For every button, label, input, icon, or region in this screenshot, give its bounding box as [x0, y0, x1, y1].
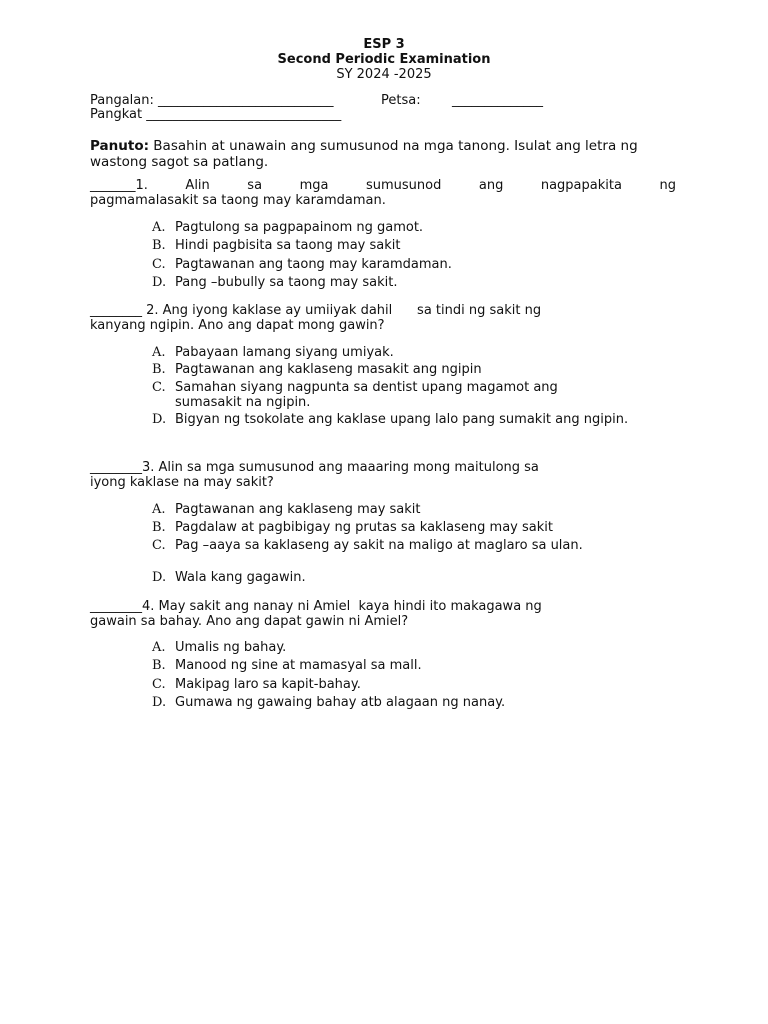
choice-text: Pagdalaw at pagbibigay ng prutas sa kaklaseng may sakit — [175, 520, 553, 535]
choice-letter: A. — [152, 640, 166, 655]
choice-letter: B. — [152, 362, 166, 377]
question-4-choices — [152, 640, 682, 713]
choice-letter: B. — [152, 658, 166, 673]
answer-blank: _______ — [90, 178, 136, 193]
name-field-row — [90, 93, 334, 108]
choice-b — [152, 658, 682, 677]
choice-letter: D. — [152, 412, 167, 427]
question-3-choices — [152, 502, 682, 588]
choice-text: Pabayaan lamang siyang umiyak. — [175, 345, 394, 360]
choice-text: Pang –bubully sa taong may sakit. — [175, 275, 398, 290]
question-number: 1. — [135, 178, 148, 193]
instructions-text: Basahin at unawain ang sumusunod na mga tanong. Isulat ang letra ng wastong sagot sa patlang. — [90, 138, 638, 170]
group-blank: ______________________________ — [146, 107, 342, 122]
school-year: SY 2024 -2025 — [336, 67, 432, 82]
choice-letter: C. — [152, 538, 166, 553]
choice-text: Wala kang gagawin. — [175, 570, 306, 585]
question-4-line-2: gawain sa bahay. Ano ang dapat gawin ni Amiel? — [90, 614, 409, 629]
question-word: nagpapakita — [540, 178, 622, 193]
choice-d — [152, 412, 682, 444]
name-blank: ___________________________ — [158, 93, 334, 108]
question-3-line-2: iyong kaklase na may sakit? — [90, 475, 274, 490]
name-label: Pangalan: — [90, 93, 154, 108]
exam-header — [0, 37, 768, 82]
choice-a — [152, 220, 682, 238]
choice-a — [152, 502, 682, 520]
choice-text: Pagtawanan ang taong may karamdaman. — [175, 257, 452, 272]
choice-b — [152, 362, 682, 380]
question-2-line-2: kanyang ngipin. Ano ang dapat mong gawin? — [90, 318, 385, 333]
question-1 — [90, 178, 676, 208]
question-1-line-1 — [90, 178, 676, 193]
choice-letter: D. — [152, 570, 167, 585]
choice-letter: D. — [152, 275, 167, 290]
choice-c — [152, 538, 632, 570]
instructions-label: Panuto: — [90, 138, 149, 154]
choice-text: Bigyan ng tsokolate ang kaklase upang lalo pang sumakit ang ngipin. — [175, 412, 629, 427]
choice-text: Umalis ng bahay. — [175, 640, 287, 655]
group-field-row — [90, 107, 341, 122]
exam-title: Second Periodic Examination — [277, 52, 491, 67]
choice-d — [152, 570, 682, 588]
choice-letter: A. — [152, 345, 166, 360]
question-word: ng — [659, 178, 676, 193]
choice-letter: A. — [152, 220, 166, 235]
choice-letter: B. — [152, 520, 166, 535]
choice-letter: A. — [152, 502, 166, 517]
question-word: ang — [478, 178, 504, 193]
choice-letter: C. — [152, 380, 166, 395]
choice-d — [152, 695, 682, 713]
question-2-choices — [152, 345, 682, 444]
instructions — [90, 138, 680, 170]
choice-c — [152, 677, 682, 695]
choice-text: Pagtawanan ang kaklaseng may sakit — [175, 502, 421, 517]
question-word: sa — [247, 178, 263, 193]
choice-a — [152, 345, 682, 362]
choice-d — [152, 275, 682, 293]
question-word: mga — [299, 178, 329, 193]
subject-title: ESP 3 — [363, 37, 405, 52]
choice-text: Pag –aaya sa kaklaseng ay sakit na maligo at maglaro sa ulan. — [175, 538, 583, 553]
group-label: Pangkat — [90, 107, 143, 122]
choice-text: Hindi pagbisita sa taong may sakit — [175, 238, 401, 253]
date-label: Petsa: — [381, 93, 421, 108]
question-1-choices — [152, 220, 682, 293]
choice-c — [152, 380, 622, 412]
choice-c — [152, 257, 682, 275]
question-word: sumusunod — [365, 178, 442, 193]
choice-letter: D. — [152, 695, 167, 710]
question-3-line-1: ________3. Alin sa mga sumusunod ang maaaring mong maitulong sa — [90, 460, 539, 475]
choice-letter: C. — [152, 257, 166, 272]
question-2-line-1: ________ 2. Ang iyong kaklase ay umiiyak dahil sa tindi ng sakit ng — [90, 303, 542, 318]
choice-letter: C. — [152, 677, 166, 692]
choice-text: Pagtawanan ang kaklaseng masakit ang ngipin — [175, 362, 482, 377]
choice-letter: B. — [152, 238, 166, 253]
choice-text: Manood ng sine at mamasyal sa mall. — [175, 658, 422, 673]
choice-b — [152, 238, 682, 257]
choice-text: Makipag laro sa kapit-bahay. — [175, 677, 361, 692]
choice-text: Pagtulong sa pagpapainom ng gamot. — [175, 220, 424, 235]
choice-text: Gumawa ng gawaing bahay atb alagaan ng nanay. — [175, 695, 506, 710]
date-blank: ______________ — [452, 93, 543, 108]
question-1-line-2: pagmamalasakit sa taong may karamdaman. — [90, 193, 386, 208]
choice-a — [152, 640, 682, 658]
choice-b — [152, 520, 682, 538]
question-4-line-1: ________4. May sakit ang nanay ni Amiel kaya hindi ito makagawa ng — [90, 599, 542, 614]
question-word: Alin — [185, 178, 210, 193]
choice-text: Samahan siyang nagpunta sa dentist upang magamot ang sumasakit na ngipin. — [175, 380, 558, 410]
